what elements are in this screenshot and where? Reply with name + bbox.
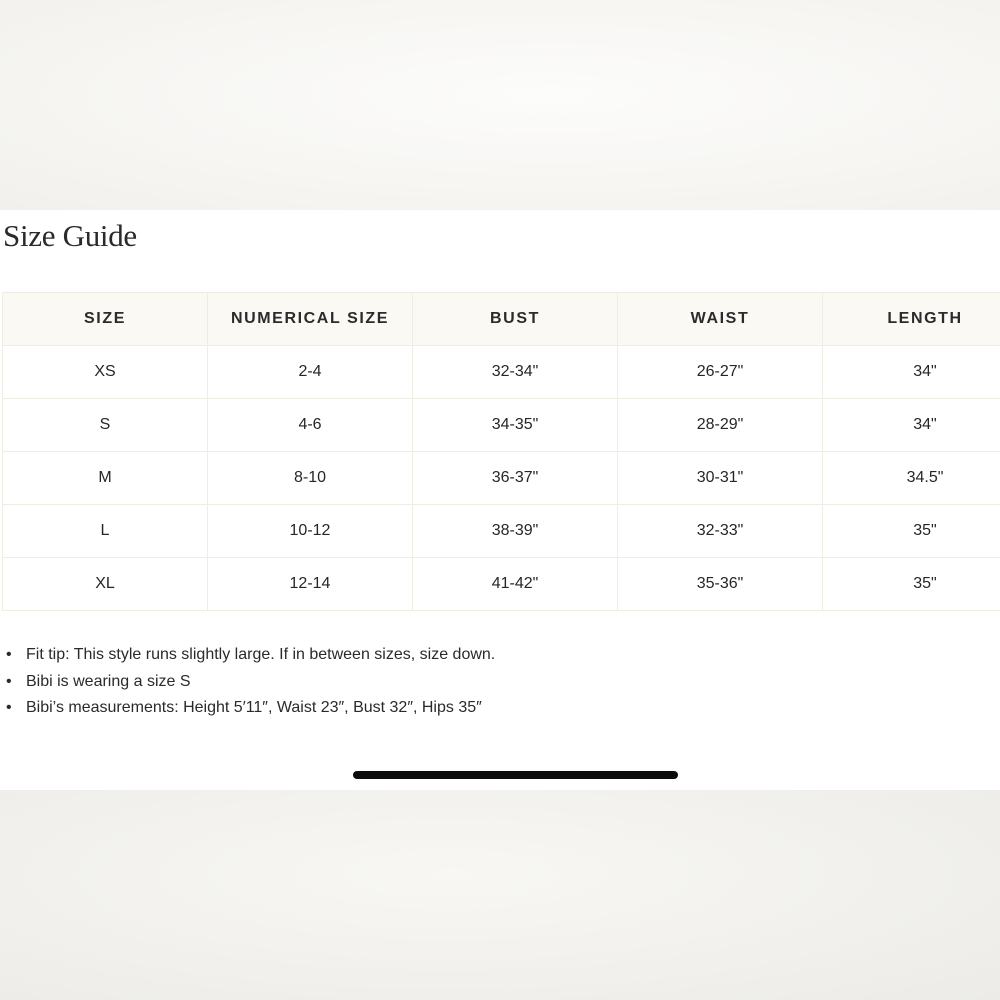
- size-guide-sheet: [0, 210, 1000, 790]
- cell-length: 35": [823, 558, 1000, 611]
- cell-bust: 34-35": [413, 399, 618, 452]
- fit-notes-list: [4, 642, 495, 722]
- cell-size: XS: [3, 346, 208, 399]
- cell-waist: 32-33": [618, 505, 823, 558]
- table-row: [3, 452, 1000, 505]
- cell-waist: 30-31": [618, 452, 823, 505]
- cell-bust: 38-39": [413, 505, 618, 558]
- fit-tip-text: Fit tip: This style runs slightly large. If in between sizes, size down.: [26, 646, 496, 663]
- cell-waist: 28-29": [618, 399, 823, 452]
- list-item: [4, 642, 495, 669]
- page-title: Size Guide: [3, 218, 137, 253]
- bullet-icon: •: [6, 699, 12, 716]
- cell-waist: 35-36": [618, 558, 823, 611]
- list-item: [4, 669, 495, 696]
- table-row: [3, 346, 1000, 399]
- table-row: [3, 399, 1000, 452]
- column-header-size: SIZE: [3, 293, 208, 346]
- cell-numerical-size: 4-6: [208, 399, 413, 452]
- cell-length: 34": [823, 346, 1000, 399]
- list-item: [4, 695, 495, 722]
- cell-bust: 32-34": [413, 346, 618, 399]
- cell-size: M: [3, 452, 208, 505]
- table-row: [3, 558, 1000, 611]
- model-measurements-text: Bibi’s measurements: Height 5′11″, Waist 23″, Bust 32″, Hips 35″: [26, 699, 482, 716]
- cell-numerical-size: 2-4: [208, 346, 413, 399]
- column-header-length: LENGTH: [823, 293, 1000, 346]
- bullet-icon: •: [6, 672, 12, 690]
- bullet-icon: •: [6, 646, 12, 663]
- table-header-row: [3, 293, 1000, 346]
- cell-numerical-size: 10-12: [208, 505, 413, 558]
- cell-size: L: [3, 505, 208, 558]
- blurred-background-top: [0, 0, 1000, 210]
- size-table: [2, 292, 1000, 611]
- column-header-waist: WAIST: [618, 293, 823, 346]
- cell-bust: 36-37": [413, 452, 618, 505]
- column-header-bust: BUST: [413, 293, 618, 346]
- cell-size: XL: [3, 558, 208, 611]
- table-row: [3, 505, 1000, 558]
- cell-length: 34.5": [823, 452, 1000, 505]
- cell-numerical-size: 8-10: [208, 452, 413, 505]
- cell-waist: 26-27": [618, 346, 823, 399]
- column-header-numerical-size: NUMERICAL SIZE: [208, 293, 413, 346]
- cell-length: 34": [823, 399, 1000, 452]
- cell-numerical-size: 12-14: [208, 558, 413, 611]
- model-size-text: Bibi is wearing a size S: [26, 672, 191, 690]
- blurred-background-bottom: [0, 790, 1000, 1000]
- cell-size: S: [3, 399, 208, 452]
- home-indicator[interactable]: [353, 771, 678, 779]
- cell-bust: 41-42": [413, 558, 618, 611]
- cell-length: 35": [823, 505, 1000, 558]
